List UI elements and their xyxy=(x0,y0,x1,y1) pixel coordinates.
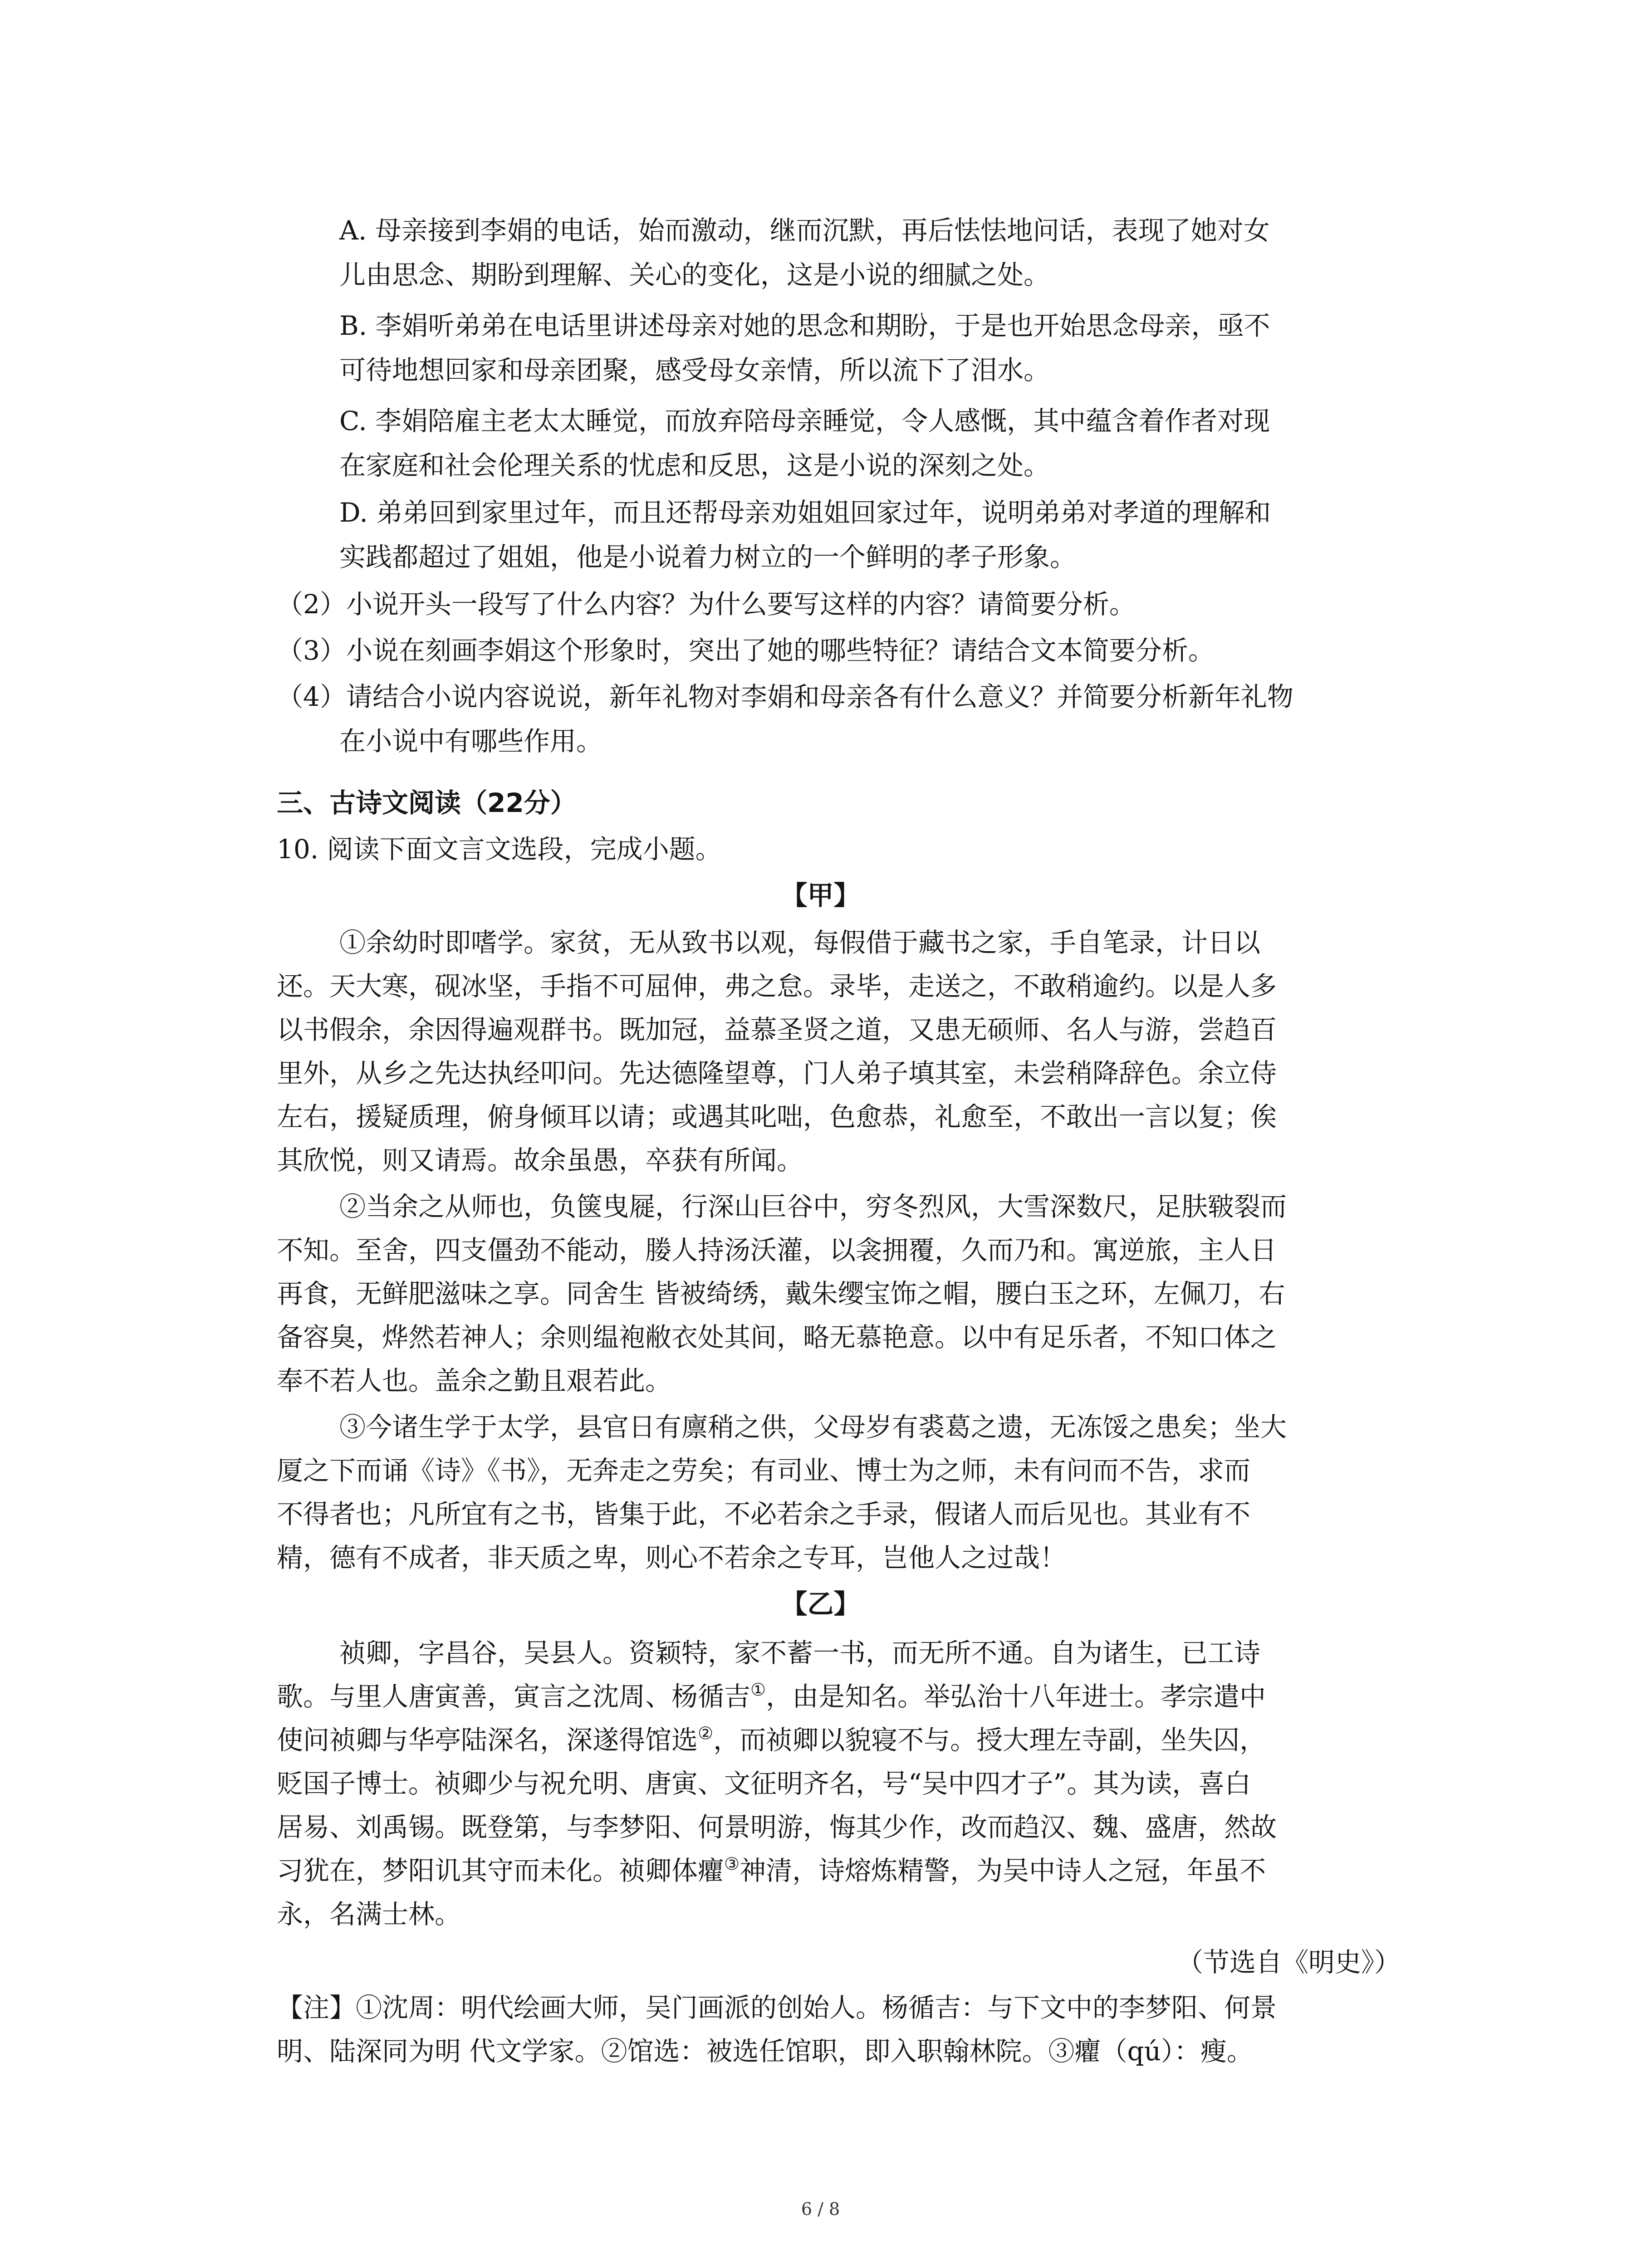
yi-line-3-text-a: 使问祯卿与华亭陆深名，深遂得馆选 xyxy=(277,1725,698,1755)
jia-p3-line-3: 不得者也；凡所宜有之书，皆集于此，不必若余之手录，假诸人而后见也。其业有不 xyxy=(277,1499,1251,1530)
notes-line-1: 【注】①沈周：明代绘画大师，吴门画派的创始人。杨循吉：与下文中的李梦阳、何景 xyxy=(277,1992,1277,2023)
note-ref-2: ② xyxy=(698,1723,714,1743)
yi-line-1: 祯卿，字昌谷，吴县人。资颖特，家不蓄一书，而无所不通。自为诸生，已工诗 xyxy=(339,1637,1261,1668)
jia-p2-line-4: 备容臭，烨然若神人；余则缊袍敝衣处其间，略无慕艳意。以中有足乐者，不知口体之 xyxy=(277,1322,1277,1353)
jia-p3-line-2: 厦之下而诵《诗》《书》，无奔走之劳矣；有司业、博士为之师，未有问而不告，求而 xyxy=(277,1455,1251,1486)
jia-p1-line-6: 其欣悦，则又请焉。故余虽愚，卒获有所闻。 xyxy=(277,1145,803,1176)
passage-yi-title: 【乙】 xyxy=(781,1589,860,1619)
notes-line-2: 明、陆深同为明 代文学家。②馆选：被选任馆职，即入职翰林院。③癯（qú）：瘦。 xyxy=(277,2036,1253,2067)
option-a-line-1: A. 母亲接到李娟的电话，始而激动，继而沉默，再后怯怯地问话，表现了她对女 xyxy=(339,215,1270,246)
jia-p2-line-5: 奉不若人也。盖余之勤且艰若此。 xyxy=(277,1365,672,1396)
passage-jia-title: 【甲】 xyxy=(781,880,860,911)
yi-line-2 xyxy=(277,1680,1266,1713)
question-4-line-1: （4）请结合小说内容说说，新年礼物对李娟和母亲各有什么意义？并简要分析新年礼物 xyxy=(277,681,1293,712)
question-2: （2）小说开头一段写了什么内容？为什么要写这样的内容？请简要分析。 xyxy=(277,589,1136,620)
note-ref-3: ③ xyxy=(724,1854,740,1874)
jia-p2-line-1: ②当余之从师也，负箧曳屣，行深山巨谷中，穷冬烈风，大雪深数尺，足肤皲裂而 xyxy=(339,1191,1287,1222)
note-ref-1: ① xyxy=(750,1680,766,1700)
question-3: （3）小说在刻画李娟这个形象时，突出了她的哪些特征？请结合文本简要分析。 xyxy=(277,635,1215,666)
option-a-line-2: 儿由思念、期盼到理解、关心的变化，这是小说的细腻之处。 xyxy=(339,259,1050,290)
jia-p1-line-4: 里外，从乡之先达执经叩问。先达德隆望尊，门人弟子填其室，未尝稍降辞色。余立侍 xyxy=(277,1058,1277,1089)
jia-p1-line-5: 左右，援疑质理，俯身倾耳以请；或遇其叱咄，色愈恭，礼愈至，不敢出一言以复；俟 xyxy=(277,1101,1277,1132)
yi-line-6-text-b: 神清，诗熔炼精警，为吴中诗人之冠，年虽不 xyxy=(740,1855,1266,1886)
yi-line-4: 贬国子博士。祯卿少与祝允明、唐寅、文征明齐名，号“吴中四才子”。其为读，喜白 xyxy=(277,1768,1251,1799)
yi-line-2-text-a: 歌。与里人唐寅善，寅言之沈周、杨循吉 xyxy=(277,1681,751,1712)
option-b-line-1: B. 李娟听弟弟在电话里讲述母亲对她的思念和期盼，于是也开始思念母亲，亟不 xyxy=(339,310,1270,341)
question-10-prompt: 10. 阅读下面文言文选段，完成小题。 xyxy=(277,834,722,865)
yi-line-3 xyxy=(277,1724,1266,1756)
jia-p2-line-3: 再食，无鲜肥滋味之享。同舍生 皆被绮绣，戴朱缨宝饰之帽，腰白玉之环，左佩刀，右 xyxy=(277,1278,1285,1309)
option-d-line-2: 实践都超过了姐姐，他是小说着力树立的一个鲜明的孝子形象。 xyxy=(339,542,1077,572)
yi-line-6 xyxy=(277,1854,1266,1887)
question-4-line-2: 在小说中有哪些作用。 xyxy=(339,726,603,757)
yi-line-5: 居易、刘禹锡。既登第，与李梦阳、何景明游，悔其少作，改而趋汉、魏、盛唐，然故 xyxy=(277,1812,1277,1843)
jia-p1-line-2: 还。天大寒，砚冰坚，手指不可屈伸，弗之怠。录毕，走送之，不敢稍逾约。以是人多 xyxy=(277,971,1277,1002)
option-d-line-1: D. 弟弟回到家里过年，而且还帮母亲劝姐姐回家过年，说明弟弟对孝道的理解和 xyxy=(339,497,1271,528)
page-number: 6 / 8 xyxy=(801,2199,840,2219)
option-c-line-1: C. 李娟陪雇主老太太睡觉，而放弃陪母亲睡觉，令人感慨，其中蕴含着作者对现 xyxy=(339,406,1270,436)
yi-line-7: 永，名满士林。 xyxy=(277,1899,461,1930)
jia-p1-line-1: ①余幼时即嗜学。家贫，无从致书以观，每假借于藏书之家，手自笔录，计日以 xyxy=(339,927,1261,958)
yi-line-6-text-a: 习犹在，梦阳讥其守而未化。祯卿体癯 xyxy=(277,1855,725,1886)
option-c-line-2: 在家庭和社会伦理关系的忧虑和反思，这是小说的深刻之处。 xyxy=(339,450,1050,481)
yi-line-3-text-b: ，而祯卿以貌寝不与。授大理左寺副，坐失囚， xyxy=(713,1725,1266,1755)
jia-p1-line-3: 以书假余，余因得遍观群书。既加冠，益慕圣贤之道，又患无硕师、名人与游，尝趋百 xyxy=(277,1014,1277,1045)
jia-p2-line-2: 不知。至舍，四支僵劲不能动，媵人持汤沃灌，以衾拥覆，久而乃和。寓逆旅，主人日 xyxy=(277,1235,1277,1266)
source-citation: （节选自《明史》） xyxy=(1176,1947,1401,1978)
section-heading: 三、古诗文阅读（22分） xyxy=(277,787,577,818)
jia-p3-line-4: 精，德有不成者，非天质之卑，则心不若余之专耳，岂他人之过哉！ xyxy=(277,1542,1067,1573)
option-b-line-2: 可待地想回家和母亲团聚，感受母女亲情，所以流下了泪水。 xyxy=(339,355,1050,386)
jia-p3-line-1: ③今诸生学于太学，县官日有廪稍之供，父母岁有裘葛之遗，无冻馁之患矣；坐大 xyxy=(339,1412,1287,1442)
yi-line-2-text-b: ，由是知名。举弘治十八年进士。孝宗遣中 xyxy=(766,1681,1266,1712)
